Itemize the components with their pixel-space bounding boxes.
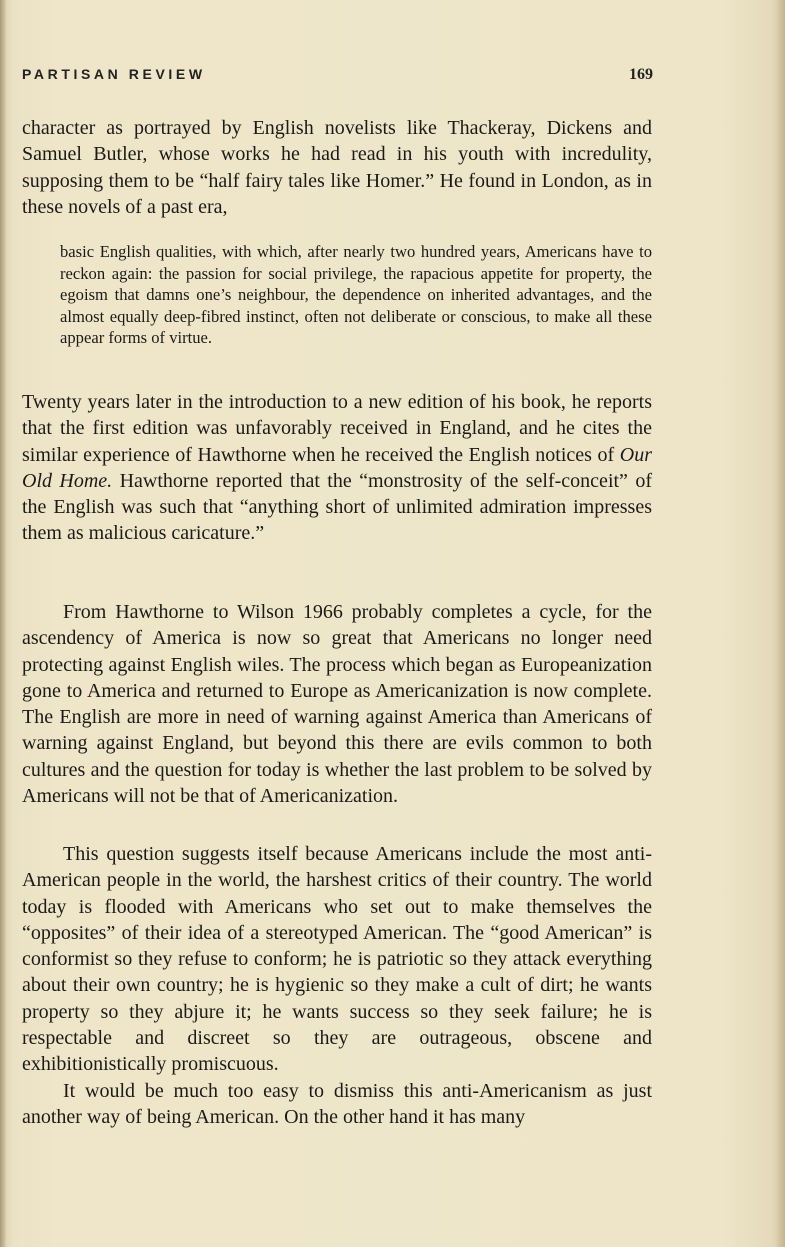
paragraph-2	[22, 389, 652, 547]
block-quote: basic English qualities, with which, after nearly two hundred years, Americans have to reckon again: the passion for social privilege, the rapacious appetite for property, the egoism that damns one’s neighbour, the dependence on inherited advantages, and the almost equally deep-fibred instinct, often not deliberate or conscious, to make all these appear forms of virtue.	[60, 242, 652, 348]
running-head: PARTISAN REVIEW	[22, 66, 206, 82]
paragraph-5: It would be much too easy to dismiss this anti-Americanism as just another way of being American. On the other hand it has many	[22, 1080, 652, 1129]
page-header	[22, 66, 653, 84]
paragraph-2-text-a: Twenty years later in the introduction to a new edition of his book, he reports that the first edition was unfavorably received in England, and he cites the similar experience of Hawthorne when he received the English notices of	[22, 391, 652, 466]
paragraph-3: From Hawthorne to Wilson 1966 probably completes a cycle, for the ascendency of America is now so great that Americans no longer need protecting against English wiles. The process which began as Europeanization gone to America and returned to Europe as Americanization is now complete. The English are more in need of warning against America than Americans of warning against England, but beyond this there are evils common to both cultures and the question for today is whether the last problem to be solved by Americans will not be that of Americanization.	[22, 601, 652, 808]
paragraph-2-text-b: Hawthorne reported that the “monstrosity of the self-conceit” of the English was such that “anything short of unlimited admiration impresses them as malicious caricature.”	[22, 469, 652, 545]
page-number: 169	[629, 66, 653, 83]
page-edge-shadow	[775, 0, 785, 1247]
binding-gutter	[0, 0, 6, 1247]
book-title-italic: Our Old Home.	[22, 443, 652, 492]
paragraph-4: This question suggests itself because Americans include the most anti-American people in the world, the harshest critics of their country. The world today is flooded with Americans who set out to make themselves the “opposites” of their idea of a stereotyped American. The “good American” is conformist so they refuse to conform; he is patriotic so they attack everything about their own country; he is hygienic so they make a cult of dirt; he wants property so they abjure it; he wants success so they seek failure; he is respectable and discreet so they are outrageous, obscene and exhibitionistically promiscuous.	[22, 843, 652, 1076]
paragraph-1: character as portrayed by English novelists like Thackeray, Dickens and Samuel Butler, whose works he had read in his youth with incredulity, supposing them to be “half fairy tales like Homer.” He found in London, as in these novels of a past era,	[22, 117, 652, 218]
